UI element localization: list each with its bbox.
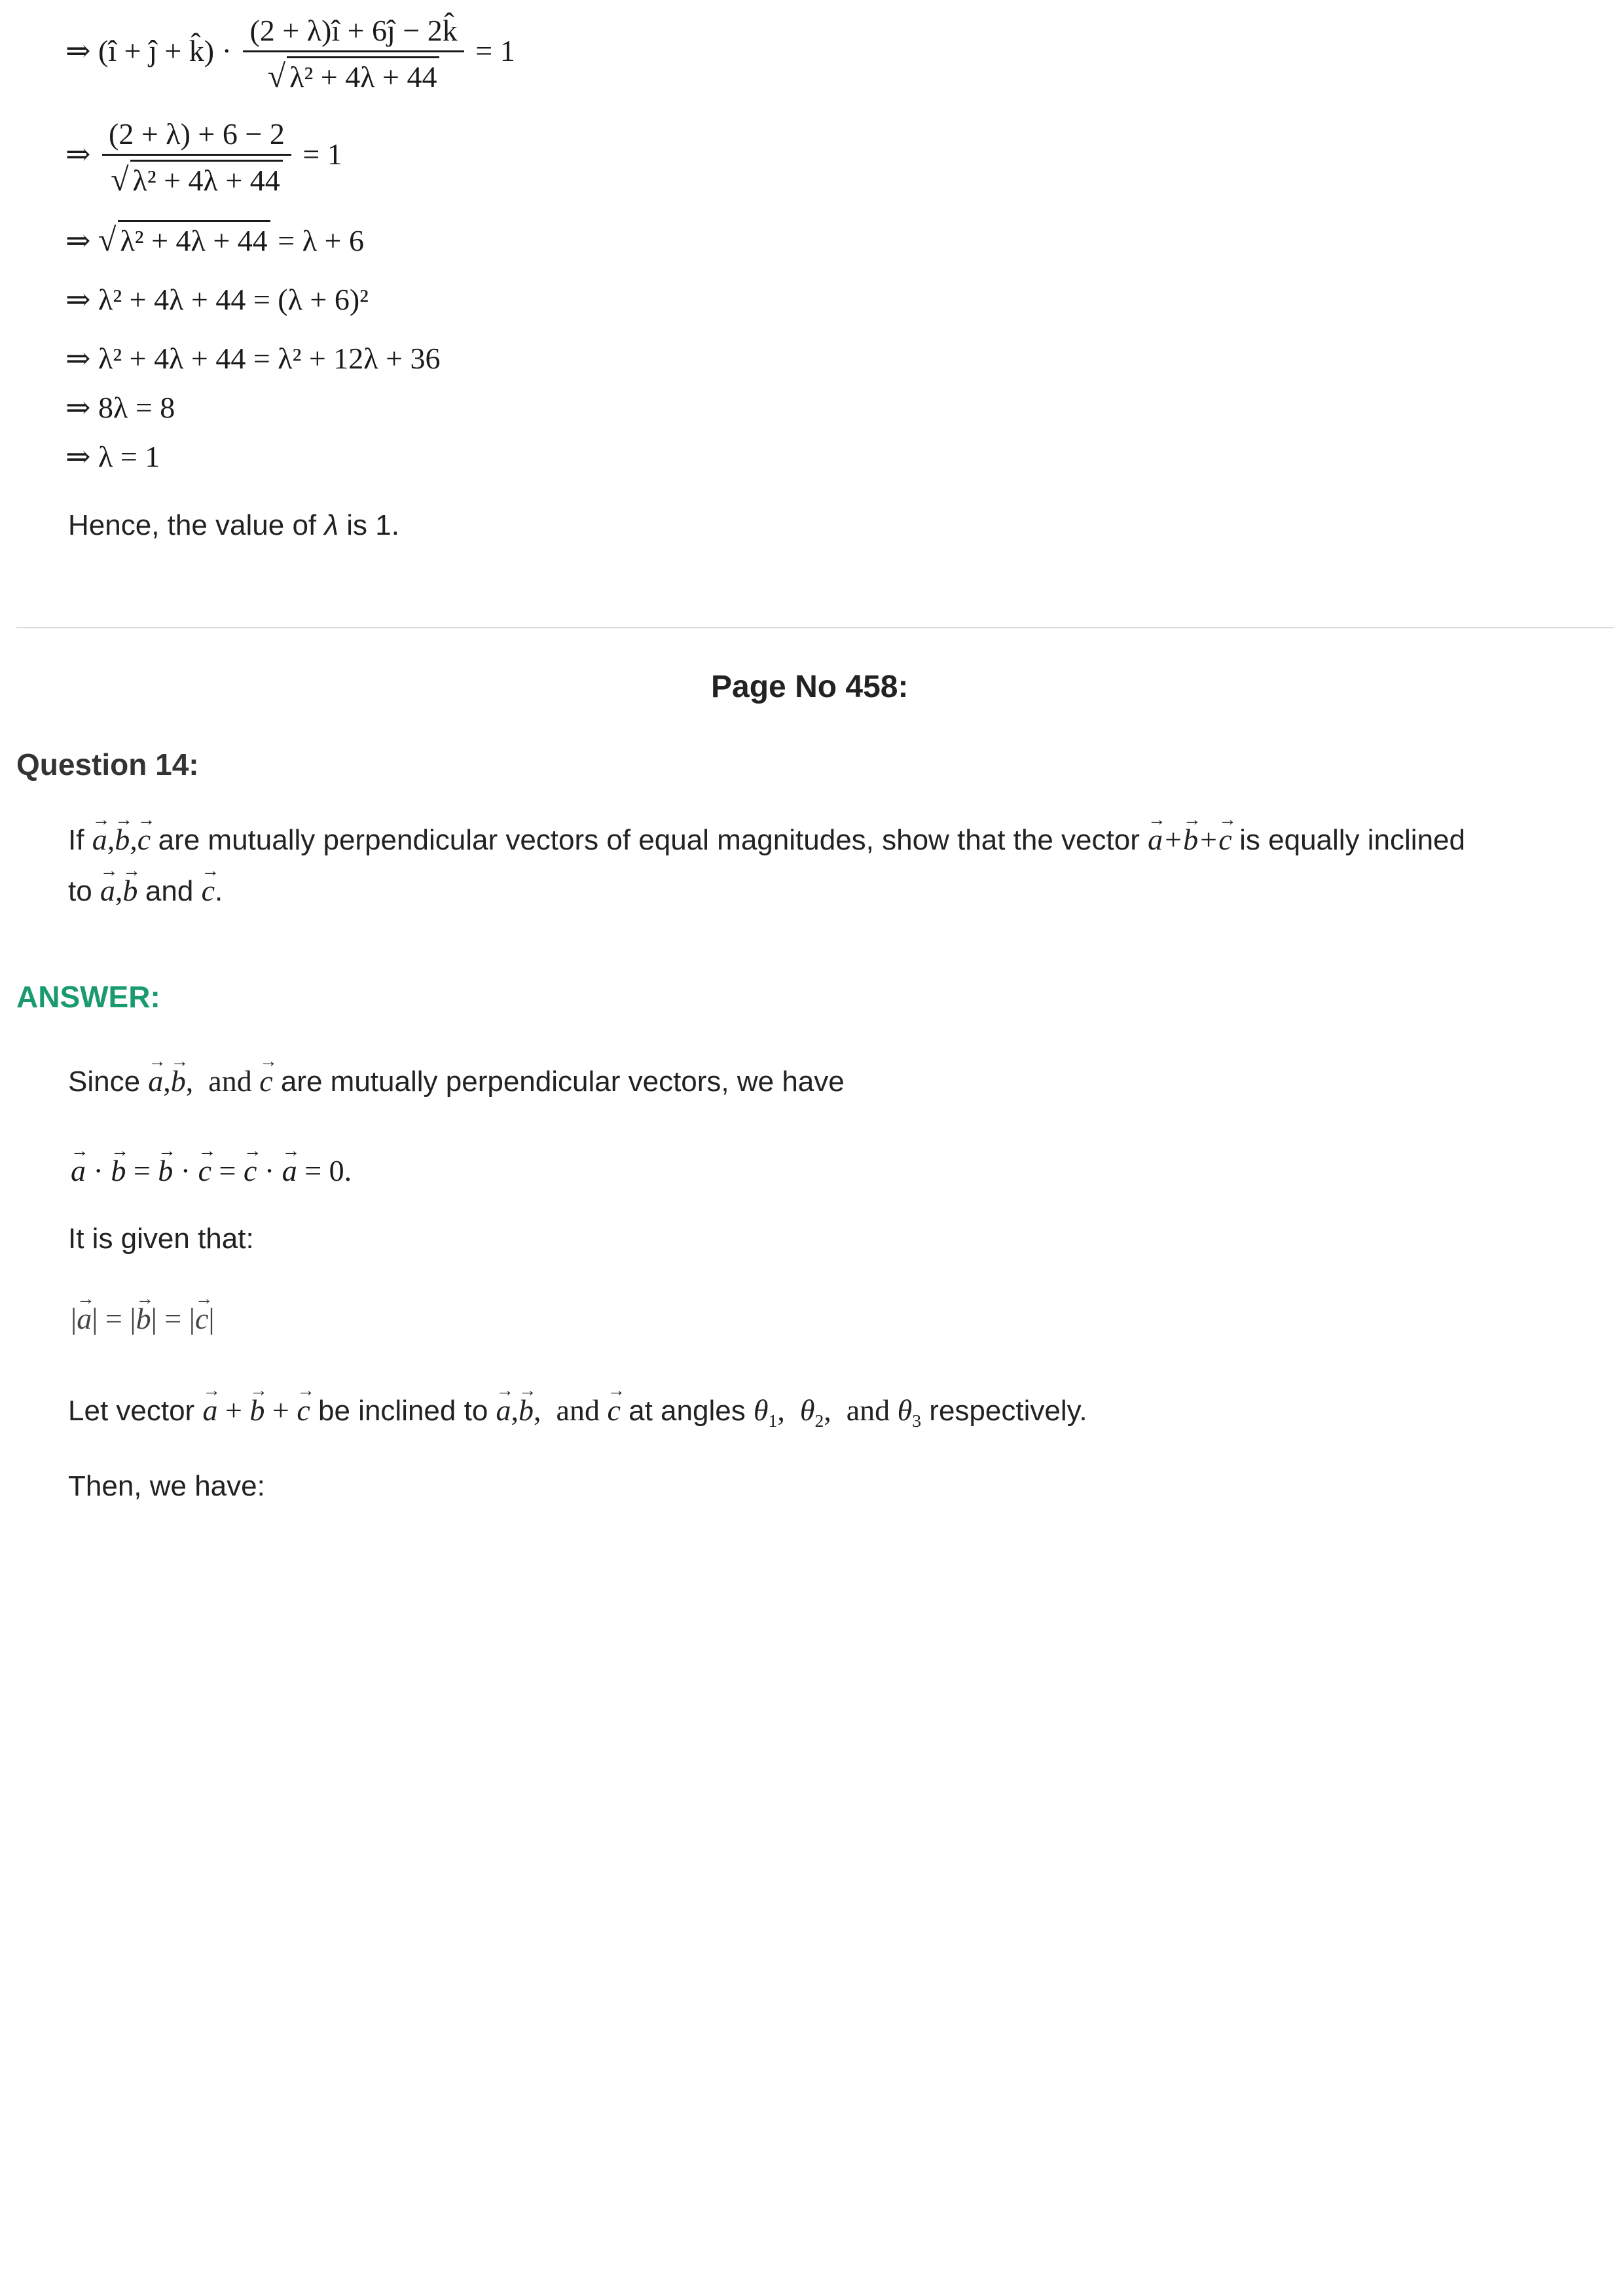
implies-arrow: ⇒ xyxy=(65,137,91,171)
let-vector-sum: → a + → b + → c xyxy=(202,1393,310,1427)
equation-rhs: = λ + 6 xyxy=(278,224,364,257)
derivation-line-5: ⇒ λ² + 4λ + 44 = λ² + 12λ + 36 xyxy=(65,342,441,375)
vectors-ab: → a,→ b xyxy=(100,874,145,907)
derivation-line-1 xyxy=(65,13,515,95)
radicand: λ² + 4λ + 44 xyxy=(130,160,283,198)
equals-one: = 1 xyxy=(475,34,515,68)
question-text-line-1 xyxy=(68,822,1465,857)
sqrt-icon: √ xyxy=(111,161,129,198)
angles: $\theta_1$, $\theta_2$, and $\theta_3$ xyxy=(753,1393,922,1431)
page-number-label: Page No 458: xyxy=(711,670,909,704)
let-vector-line xyxy=(68,1393,1087,1431)
since-line xyxy=(68,1064,845,1098)
fraction-denominator xyxy=(102,154,291,198)
answer-heading: ANSWER: xyxy=(16,980,160,1014)
implies-arrow: ⇒ xyxy=(65,224,91,257)
sqrt-icon: √ xyxy=(267,58,286,94)
question-and: and xyxy=(145,875,202,907)
derivation-line-7: ⇒ λ = 1 xyxy=(65,440,160,473)
radicand: λ² + 4λ + 44 xyxy=(118,220,270,258)
question-middle: are mutually perpendicular vectors of equal magnitudes, show that the vector xyxy=(158,824,1148,856)
since-prefix: Since xyxy=(68,1066,149,1098)
derivation-line-4: ⇒ λ² + 4λ + 44 = (λ + 6)² xyxy=(65,283,369,316)
question-period: . xyxy=(214,875,223,907)
let-prefix: Let vector xyxy=(68,1395,203,1427)
vector-sum: → a+→ b+→ c xyxy=(1148,823,1239,856)
let-vectors: → a,→ b, and → c xyxy=(496,1393,621,1427)
conclusion-text xyxy=(68,509,399,542)
sqrt-icon: √ xyxy=(98,221,117,258)
since-vectors: → a,→ b, and → c xyxy=(148,1064,272,1098)
fraction xyxy=(243,13,464,95)
implies-arrow: ⇒ xyxy=(65,34,91,68)
let-suffix: respectively. xyxy=(921,1395,1087,1427)
question-vectors: → a,→ b,→ c xyxy=(92,823,158,856)
given-text: It is given that: xyxy=(68,1223,254,1255)
conclusion-suffix: is 1. xyxy=(338,509,399,541)
derivation-line-6: ⇒ 8λ = 8 xyxy=(65,391,175,424)
derivation-line-2 xyxy=(65,117,342,198)
unit-vector-sum: (î + ĵ + k̂) · xyxy=(98,34,232,68)
radicand: λ² + 4λ + 44 xyxy=(287,56,439,94)
fraction xyxy=(102,117,291,198)
equals-one: = 1 xyxy=(302,137,342,171)
question-to: to xyxy=(68,875,100,907)
magnitude-equation: |→ a| = |→ b| = |→ c| xyxy=(71,1301,215,1336)
since-suffix: are mutually perpendicular vectors, we have xyxy=(272,1066,845,1098)
let-middle: be inclined to xyxy=(318,1395,496,1427)
conclusion-prefix: Hence, the value of xyxy=(68,509,325,541)
fraction-numerator: (2 + λ) + 6 − 2 xyxy=(109,117,285,151)
let-at: at angles xyxy=(629,1395,754,1427)
then-text: Then, we have: xyxy=(68,1470,265,1502)
question-text-line-2 xyxy=(68,873,223,908)
dot-product-equation: → a · → b = → b · → c = → c · → a = 0. xyxy=(71,1153,352,1188)
derivation-line-3 xyxy=(65,220,364,259)
vector-c: → c xyxy=(202,874,215,907)
question-if: If xyxy=(68,824,84,856)
question-heading: Question 14: xyxy=(16,747,199,781)
section-divider xyxy=(16,627,1614,628)
fraction-denominator xyxy=(243,50,464,95)
fraction-numerator: (2 + λ)î + 6ĵ − 2k̂ xyxy=(249,14,458,47)
lambda-symbol: λ xyxy=(324,509,339,541)
question-end: is equally inclined xyxy=(1239,824,1465,856)
